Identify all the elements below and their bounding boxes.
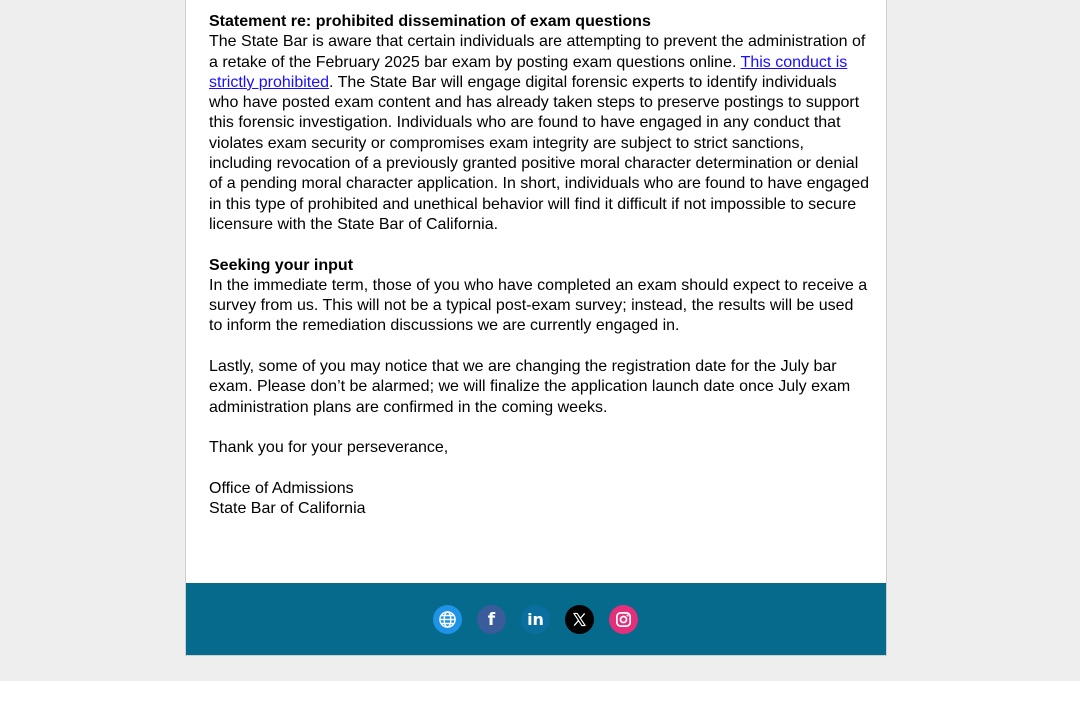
email-body [209,12,869,519]
globe-icon[interactable] [433,605,462,634]
spacer [209,337,869,357]
linkedin-glyph: in [527,609,544,629]
statement-paragraph [209,32,869,235]
statement-text-end: . The State Bar will engage digital forensic experts to identify individuals who have posted exam content and has already taken steps to preserve postings to support this forensic investigation. Individuals who are found to have engaged in any conduct that violates exam security or compromises exam integrity are subject to strict sanctions, including revocation of a previously granted positive moral character determination or denial of a pending moral character application. In short, individuals who are found to have engaged in this type of prohibited and unethical behavior will find it difficult if not impossible to secure licensure with the State Bar of California. [209,73,869,233]
signature-organization: State Bar of California [209,500,366,518]
facebook-glyph: f [487,610,496,630]
input-heading: Seeking your input [209,256,354,274]
spacer [209,235,869,255]
instagram-icon[interactable] [609,605,638,634]
prohibited-conduct-link[interactable]: This conduct is strictly prohibited [209,53,848,91]
linkedin-icon[interactable] [521,605,550,634]
lastly-paragraph: Lastly, some of you may notice that we are changing the registration date for the July bar exam. Please don’t be alarmed; we will finalize the application launch date once July exam administration plans are confirmed in the coming weeks. [209,358,851,416]
facebook-icon[interactable] [477,605,506,634]
input-paragraph: In the immediate term, those of you who have completed an exam should expect to receive a survey from us. This will not be a typical post-exam survey; instead, the results will be used to inform the remediation discussions we are currently engaged in. [209,276,868,335]
email-card [185,0,887,656]
statement-text-start: The State Bar is aware that certain individuals are attempting to prevent the administration of a retake of the February 2025 bar exam by posting exam questions online. [209,33,866,71]
statement-heading: Statement re: prohibited dissemination of exam questions [209,13,651,30]
spacer [209,418,869,438]
closing-line: Thank you for your perseverance, [209,439,449,457]
signature-office: Office of Admissions [209,479,354,497]
email-footer [186,583,886,655]
social-links [433,605,638,634]
spacer [209,459,869,479]
x-icon[interactable] [565,605,594,634]
